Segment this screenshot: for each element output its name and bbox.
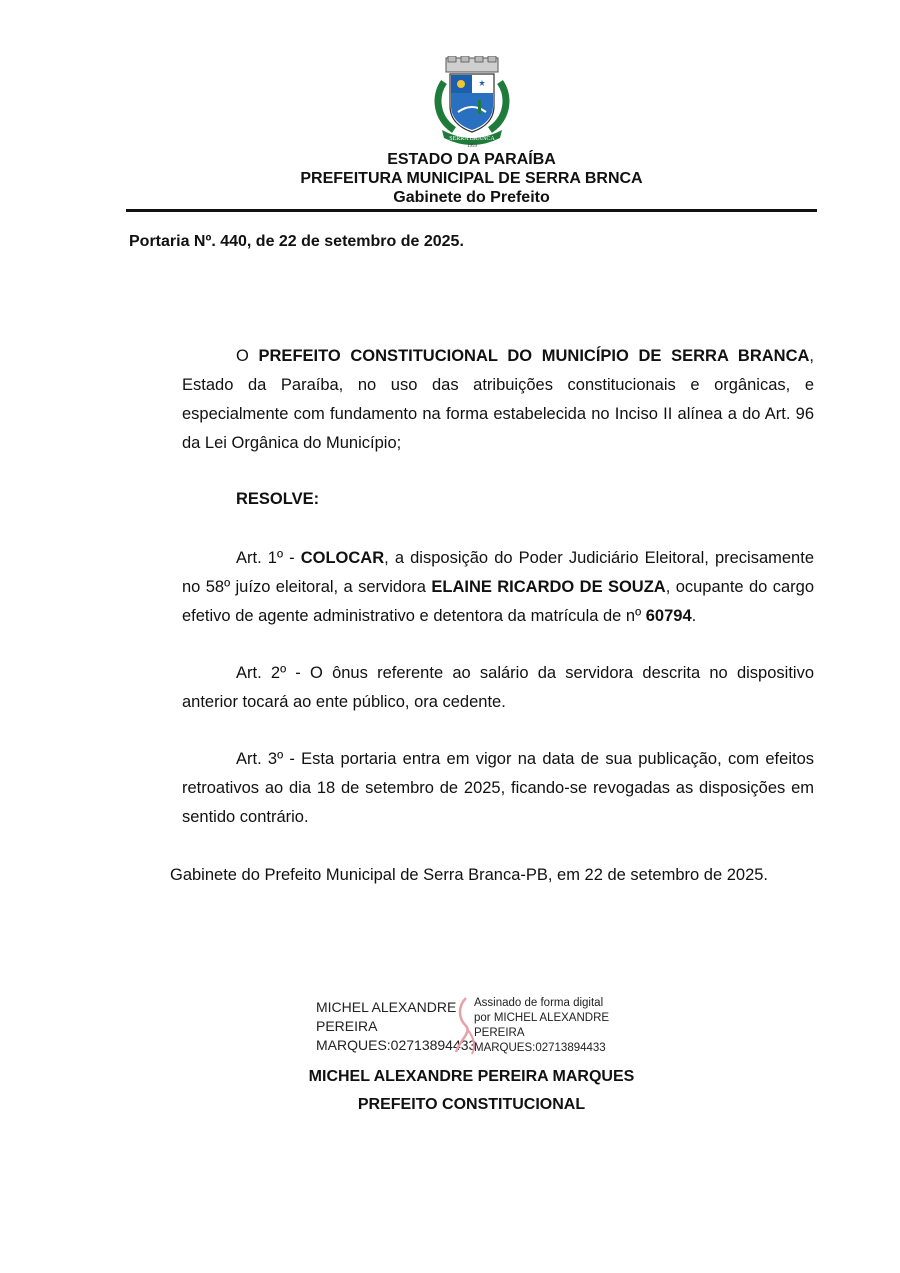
letterhead <box>126 150 817 207</box>
intro-text: , Estado da Paraíba, no uso das atribuições constitucionais e orgânicas, e especialmente com fundamento na forma estabelecida no Inciso II alínea a do Art. 96 da Lei Orgânica do Município; <box>182 347 815 452</box>
municipal-crest-icon <box>434 56 510 148</box>
art1-verb: COLOCAR <box>300 549 385 567</box>
article-3: Art. 3º - Esta portaria entra em vigor na data de sua publicação, com efeitos retroativos ao dia 18 de setembro de 2025, ficando-se revogadas as disposições em sentido contrário. <box>182 750 814 826</box>
sig-right-line: MARQUES:02713894433 <box>474 1042 606 1054</box>
signature-info-block <box>474 996 634 1056</box>
intro-paragraph <box>182 342 814 458</box>
article-2: Art. 2º - O ônus referente ao salário da servidora descrita no dispositivo anterior tocará ao ente público, ora cedente. <box>182 664 814 711</box>
svg-text:SERRA BRANCA: SERRA BRANCA <box>449 136 495 142</box>
sig-right-line: PEREIRA <box>474 1027 525 1039</box>
intro-prefix: O <box>236 347 259 365</box>
office-name: Gabinete do Prefeito <box>393 189 550 206</box>
sig-left-line: PEREIRA <box>316 1018 378 1034</box>
state-name: ESTADO DA PARAÍBA <box>387 151 556 168</box>
sig-left-line: MARQUES:02713894433 <box>316 1037 477 1053</box>
art1-registration: 60794 <box>645 607 692 625</box>
resolve-heading: RESOLVE: <box>236 490 320 508</box>
municipality-name: PREFEITURA MUNICIPAL DE SERRA BRNCA <box>300 170 643 187</box>
art1-servant-name: ELAINE RICARDO DE SOUZA <box>431 578 666 596</box>
sig-left-line: MICHEL ALEXANDRE <box>316 999 457 1015</box>
art1-text-a: , a disposição do Poder Judiciário Eleitoral, precisamente no 58º juízo eleitoral, a servidora <box>182 549 814 596</box>
svg-text:1959: 1959 <box>467 144 477 148</box>
article-1 <box>182 544 814 631</box>
signer-name: MICHEL ALEXANDRE PEREIRA MARQUES <box>308 1068 635 1085</box>
digital-signature <box>316 996 636 1060</box>
signer-title: PREFEITO CONSTITUCIONAL <box>357 1096 586 1113</box>
art1-end: . <box>691 607 697 625</box>
header-divider <box>126 209 817 212</box>
art1-text-b: , ocupante do cargo efetivo de agente administrativo e detentora da matrícula de nº <box>182 578 815 625</box>
sig-right-line: Assinado de forma digital <box>474 997 604 1009</box>
art1-label: Art. 1º - <box>236 549 301 567</box>
intro-authority: PREFEITO CONSTITUCIONAL DO MUNICÍPIO DE SERRA BRANCA <box>258 347 810 365</box>
closing-line: Gabinete do Prefeito Municipal de Serra Branca-PB, em 22 de setembro de 2025. <box>170 866 769 884</box>
document-title: Portaria Nº. 440, de 22 de setembro de 2025. <box>129 233 464 250</box>
sig-right-line: por MICHEL ALEXANDRE <box>474 1012 610 1024</box>
